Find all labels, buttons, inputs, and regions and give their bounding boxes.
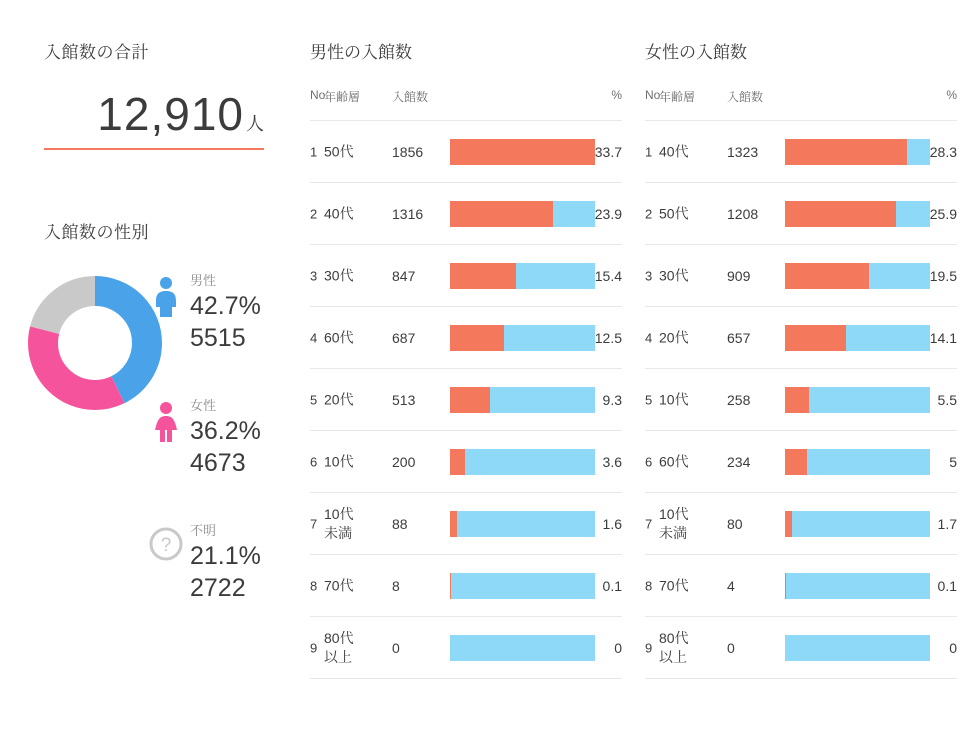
table-row[interactable] (645, 183, 957, 245)
table-row[interactable] (645, 555, 957, 617)
row-visitor-count: 80 (727, 515, 743, 532)
row-percent: 23.9 (594, 205, 622, 222)
row-percent: 33.7 (594, 143, 622, 160)
header-count: 入館数 (392, 90, 429, 104)
row-percent: 25.9 (929, 205, 957, 222)
row-rank: 1 (310, 144, 318, 159)
female-table-rows (645, 120, 957, 679)
row-age-group: 10代 (324, 453, 354, 469)
row-age-group: 60代 (659, 453, 689, 469)
legend-text-male (190, 272, 261, 354)
header-no: No (645, 88, 661, 102)
row-bar-track (450, 263, 595, 289)
svg-text:?: ? (160, 535, 172, 556)
row-age-group: 40代 (659, 143, 689, 159)
row-age-group: 20代 (659, 329, 689, 345)
row-visitor-count: 234 (727, 453, 751, 470)
table-row[interactable] (310, 307, 622, 369)
total-visitors-value (44, 88, 264, 150)
row-bar-fill (785, 139, 907, 165)
male-table-title: 男性の入館数 (310, 43, 412, 62)
row-bar-track (450, 573, 595, 599)
legend-item-female (140, 397, 300, 522)
legend-item-unknown (140, 522, 300, 647)
row-rank: 8 (310, 578, 318, 593)
row-visitor-count: 4 (727, 577, 735, 594)
row-visitor-count: 513 (392, 391, 416, 408)
row-percent: 5.5 (937, 391, 957, 408)
row-percent: 0.1 (602, 577, 622, 594)
legend-count-unknown: 2722 (190, 574, 246, 602)
row-rank: 4 (645, 330, 653, 345)
row-bar-fill (450, 449, 465, 475)
row-rank: 9 (310, 640, 318, 655)
total-visitors-unit: 人 (246, 114, 264, 134)
row-bar-track (785, 449, 930, 475)
table-row[interactable] (645, 245, 957, 307)
row-bar-track (450, 139, 595, 165)
female-table-title: 女性の入館数 (645, 43, 747, 62)
row-rank: 5 (645, 392, 653, 407)
table-row[interactable] (310, 245, 622, 307)
row-visitor-count: 8 (392, 577, 400, 594)
row-visitor-count: 687 (392, 329, 416, 346)
row-rank: 7 (645, 516, 653, 531)
row-visitor-count: 1316 (392, 205, 424, 222)
header-count: 入館数 (727, 90, 764, 104)
row-bar-track (785, 325, 930, 351)
row-bar-fill (785, 511, 792, 537)
row-age-group: 70代 (659, 577, 689, 593)
legend-percent-male: 42.7% (190, 292, 261, 320)
summary-panel (0, 0, 300, 749)
row-percent: 0.1 (937, 577, 957, 594)
row-visitor-count: 1856 (392, 143, 424, 160)
row-rank: 2 (645, 206, 653, 221)
unknown-question-icon (145, 526, 187, 567)
row-bar-track (785, 387, 930, 413)
table-row[interactable] (310, 555, 622, 617)
female-table-header (645, 88, 957, 110)
row-bar-track (450, 635, 595, 661)
row-bar-track (450, 449, 595, 475)
row-visitor-count: 0 (392, 639, 400, 656)
row-visitor-count: 0 (727, 639, 735, 656)
row-bar-track (450, 387, 595, 413)
row-age-group: 10代 未満 (324, 505, 354, 541)
row-bar-track (785, 511, 930, 537)
table-row[interactable] (645, 307, 957, 369)
row-percent: 5 (949, 453, 957, 470)
row-age-group: 80代 以上 (659, 629, 689, 665)
row-age-group: 50代 (324, 143, 354, 159)
row-percent: 0 (949, 639, 957, 656)
row-rank: 6 (645, 454, 653, 469)
male-figure-icon (145, 276, 187, 323)
table-row[interactable] (645, 493, 957, 555)
row-bar-fill (785, 387, 809, 413)
male-table-rows (310, 120, 622, 679)
table-row[interactable] (310, 120, 622, 183)
male-visitors-table (300, 0, 630, 749)
row-percent: 19.5 (929, 267, 957, 284)
table-row[interactable] (310, 183, 622, 245)
row-age-group: 30代 (324, 267, 354, 283)
row-age-group: 50代 (659, 205, 689, 221)
table-row[interactable] (310, 493, 622, 555)
row-visitor-count: 258 (727, 391, 751, 408)
header-age: 年齢層 (659, 90, 696, 104)
row-bar-track (450, 325, 595, 351)
legend-count-female: 4673 (190, 449, 246, 477)
gender-legend (140, 272, 300, 647)
row-visitor-count: 909 (727, 267, 751, 284)
legend-percent-female: 36.2% (190, 417, 261, 445)
row-percent: 1.7 (937, 515, 957, 532)
row-bar-track (450, 201, 595, 227)
female-visitors-table (635, 0, 965, 749)
total-visitors-number: 12,910 (97, 88, 244, 140)
row-bar-fill (785, 263, 869, 289)
row-percent: 28.3 (929, 143, 957, 160)
row-percent: 0 (614, 639, 622, 656)
row-rank: 5 (310, 392, 318, 407)
legend-label-unknown: 不明 (190, 523, 217, 538)
row-bar-track (785, 635, 930, 661)
total-visitors-title: 入館数の合計 (44, 43, 149, 62)
male-table-header (310, 88, 622, 110)
row-age-group: 10代 (659, 391, 689, 407)
header-age: 年齢層 (324, 90, 361, 104)
row-rank: 3 (310, 268, 318, 283)
table-row[interactable] (645, 369, 957, 431)
table-row[interactable] (310, 369, 622, 431)
row-age-group: 60代 (324, 329, 354, 345)
row-rank: 9 (645, 640, 653, 655)
row-age-group: 30代 (659, 267, 689, 283)
row-percent: 15.4 (594, 267, 622, 284)
row-percent: 9.3 (602, 391, 622, 408)
row-bar-track (785, 139, 930, 165)
legend-percent-unknown: 21.1% (190, 542, 261, 570)
table-row[interactable] (645, 617, 957, 679)
row-age-group: 40代 (324, 205, 354, 221)
row-rank: 8 (645, 578, 653, 593)
row-percent: 12.5 (594, 329, 622, 346)
row-visitor-count: 88 (392, 515, 408, 532)
row-rank: 6 (310, 454, 318, 469)
row-bar-track (785, 201, 930, 227)
row-bar-fill (785, 449, 807, 475)
table-row[interactable] (645, 431, 957, 493)
header-no: No (310, 88, 326, 102)
row-bar-fill (450, 511, 457, 537)
female-figure-icon (145, 401, 187, 448)
legend-text-unknown (190, 522, 261, 604)
row-bar-track (785, 263, 930, 289)
row-percent: 1.6 (602, 515, 622, 532)
legend-item-male (140, 272, 300, 397)
header-pct: % (946, 88, 957, 102)
row-rank: 3 (645, 268, 653, 283)
legend-text-female (190, 397, 261, 479)
table-row[interactable] (645, 120, 957, 183)
legend-count-male: 5515 (190, 324, 246, 352)
row-percent: 14.1 (929, 329, 957, 346)
row-age-group: 80代 以上 (324, 629, 354, 665)
row-bar-fill (450, 263, 516, 289)
row-bar-fill (450, 387, 490, 413)
row-visitor-count: 1208 (727, 205, 759, 222)
legend-label-female: 女性 (190, 398, 217, 413)
row-rank: 4 (310, 330, 318, 345)
row-rank: 1 (645, 144, 653, 159)
row-bar-track (785, 573, 930, 599)
row-visitor-count: 657 (727, 329, 751, 346)
row-bar-fill (785, 325, 846, 351)
row-bar-fill (450, 201, 553, 227)
row-bar-fill (450, 139, 595, 165)
row-visitor-count: 1323 (727, 143, 759, 160)
row-age-group: 20代 (324, 391, 354, 407)
row-bar-fill (450, 325, 504, 351)
row-rank: 7 (310, 516, 318, 531)
legend-label-male: 男性 (190, 273, 217, 288)
row-bar-track (450, 511, 595, 537)
row-bar-fill (785, 201, 896, 227)
table-row[interactable] (310, 617, 622, 679)
row-age-group: 10代 未満 (659, 505, 689, 541)
row-percent: 3.6 (602, 453, 622, 470)
row-visitor-count: 200 (392, 453, 416, 470)
row-visitor-count: 847 (392, 267, 416, 284)
header-pct: % (611, 88, 622, 102)
table-row[interactable] (310, 431, 622, 493)
row-rank: 2 (310, 206, 318, 221)
row-age-group: 70代 (324, 577, 354, 593)
gender-breakdown-title: 入館数の性別 (44, 223, 149, 242)
